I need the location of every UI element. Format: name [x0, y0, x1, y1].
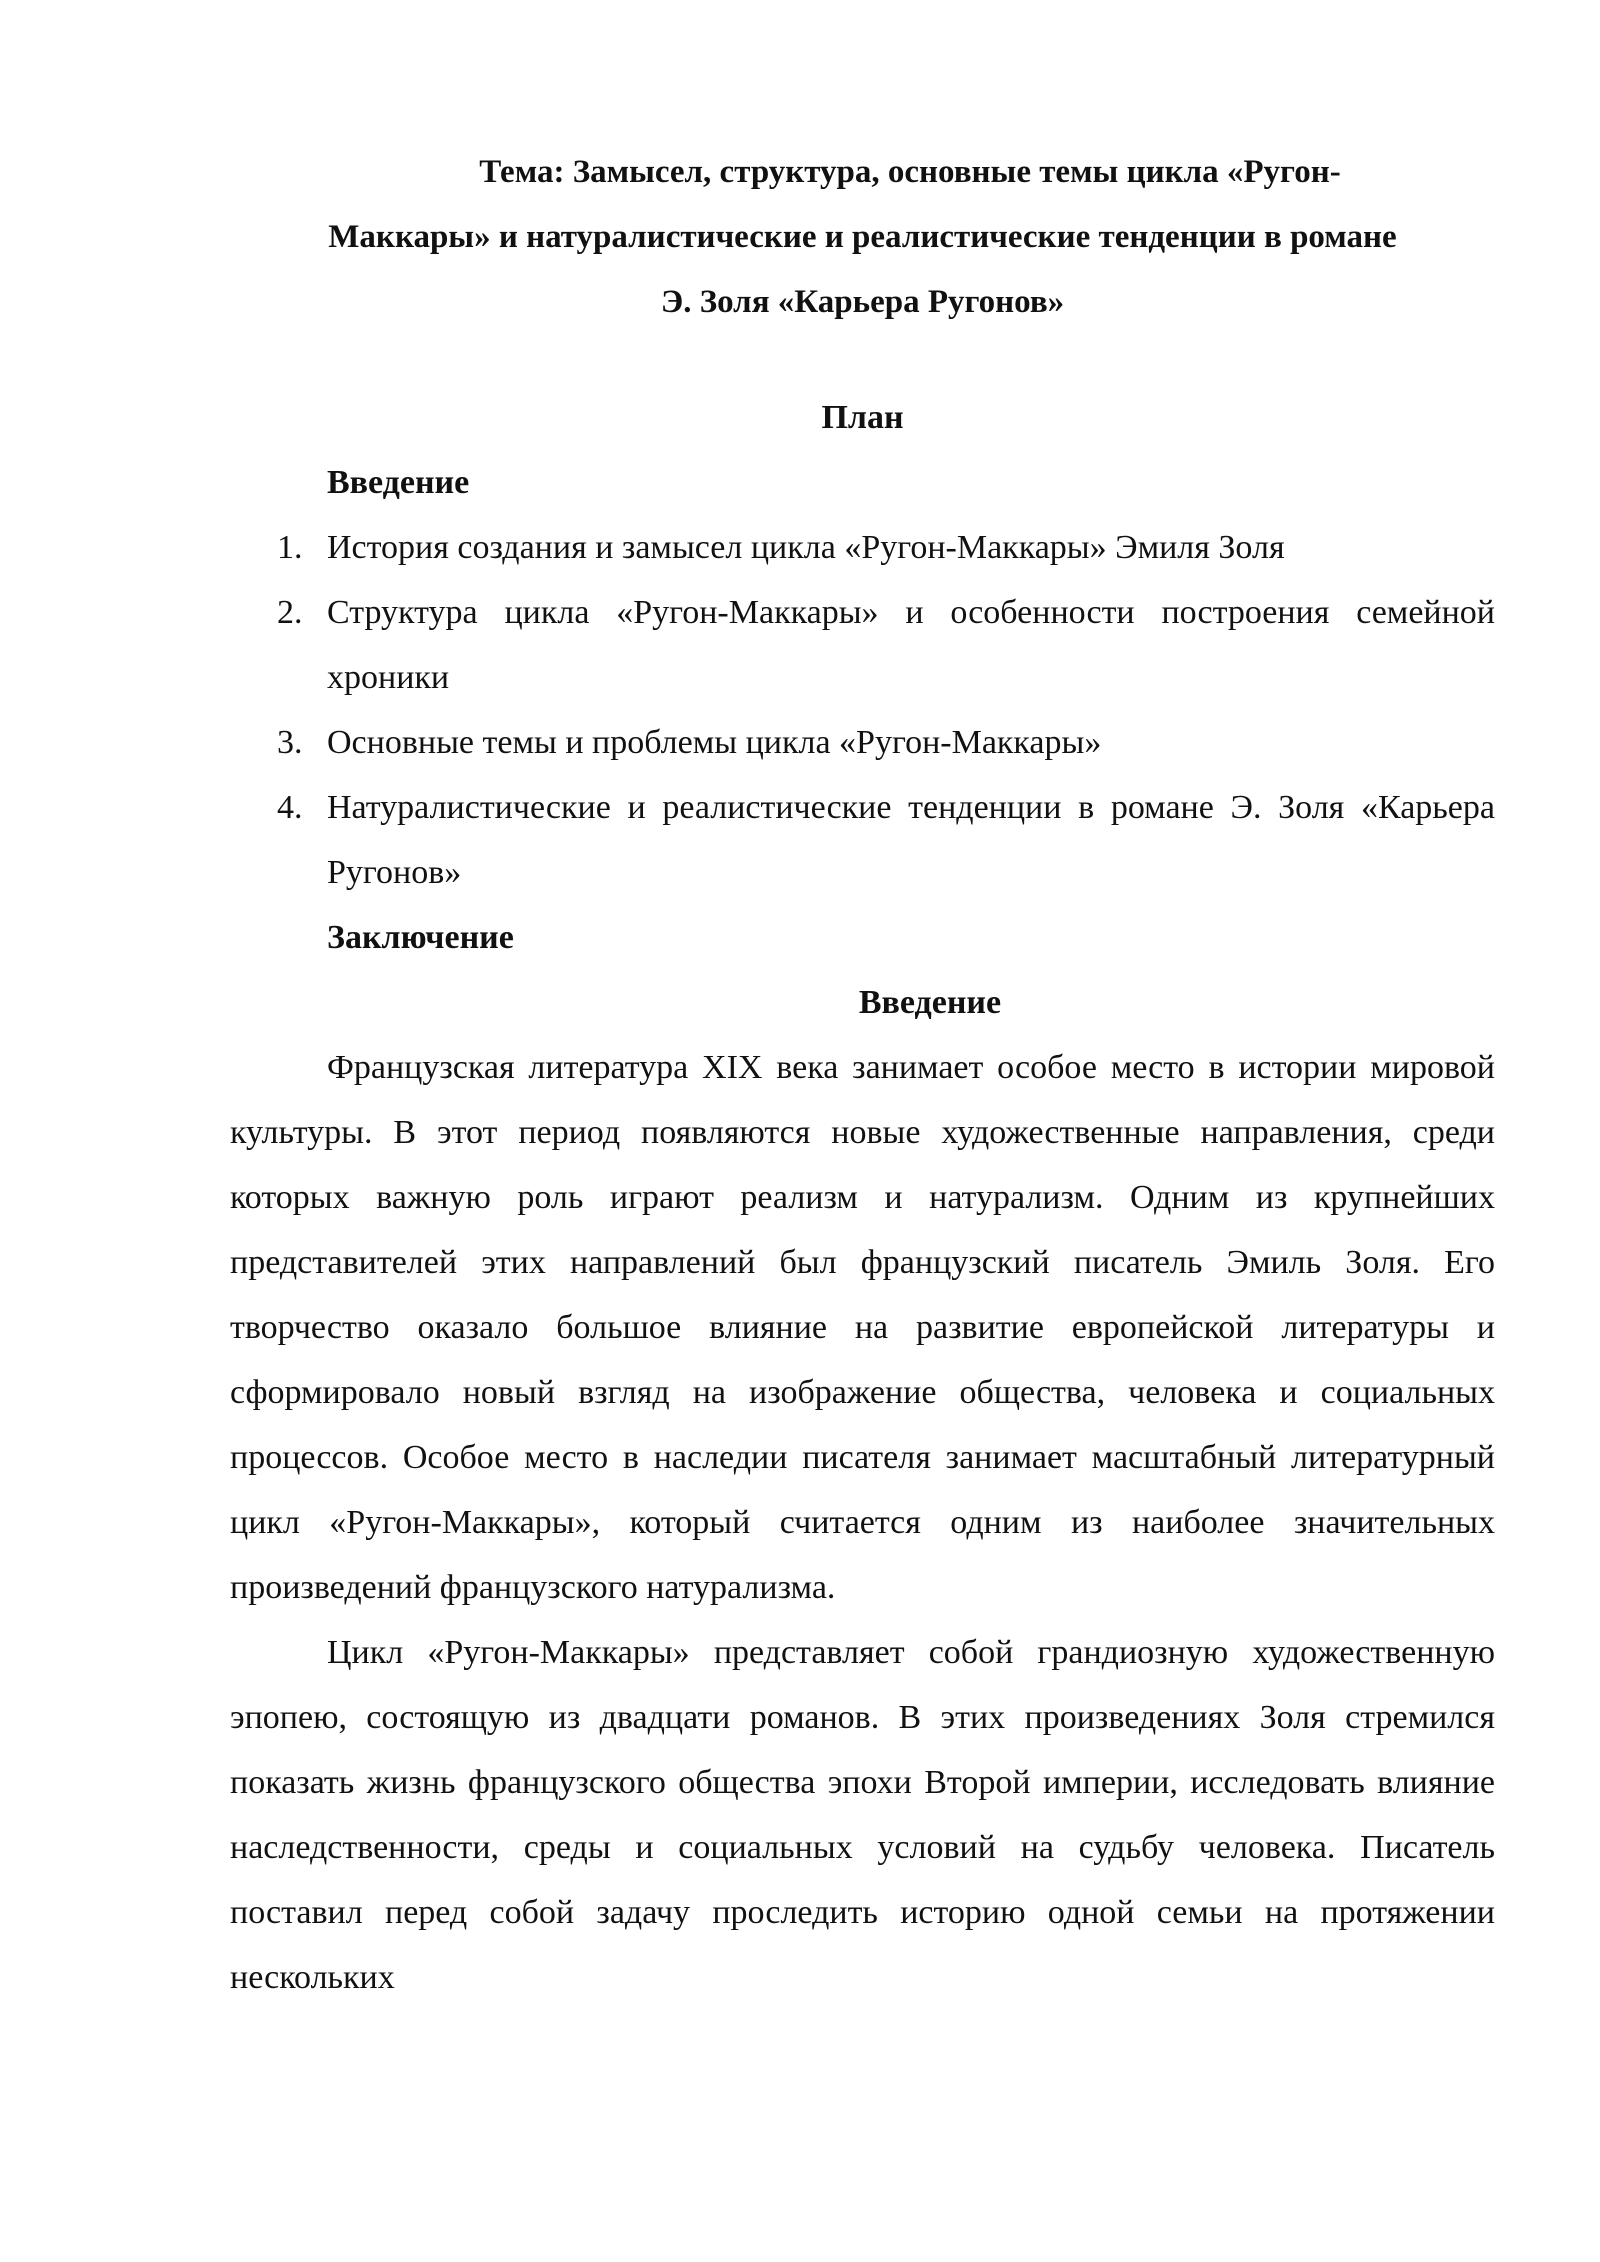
- plan-item-number: 1.: [277, 529, 303, 566]
- plan-item-text: История создания и замысел цикла «Ругон-Маккары» Эмиля Золя: [327, 529, 1285, 566]
- plan-conclusion-label: Заключение: [327, 919, 514, 956]
- introduction-heading: Введение: [858, 984, 1002, 1021]
- title-line-2: Маккары» и натуралистические и реалистические тенденции в романе: [328, 219, 1397, 255]
- plan-item-text: Натуралистические и реалистические тенденции в романе Э. Золя «Карьера Ругонов»: [327, 789, 1495, 891]
- plan-item-text: Структура цикла «Ругон-Маккары» и особенности построения семейной хроники: [327, 594, 1495, 696]
- plan-item: [277, 775, 1495, 905]
- plan-item-number: 4.: [277, 789, 303, 826]
- plan-list: [230, 515, 1495, 905]
- plan-item-number: 3.: [277, 724, 303, 761]
- body-paragraph: Цикл «Ругон-Маккары» представляет собой грандиозную художественную эпопею, состоящую из двадцати романов. В этих произведениях Золя стремился показать жизнь французского общества эпохи Второй империи, исследовать влияние наследственности, среды и социальных условий на судьбу человека. Писатель поставил перед собой задачу проследить историю одной семьи на протяжении нескольких: [230, 1634, 1495, 1996]
- document-title: [230, 140, 1495, 335]
- plan-item-number: 2.: [277, 594, 303, 631]
- plan-introduction-label: Введение: [327, 464, 470, 501]
- plan-item-text: Основные темы и проблемы цикла «Ругон-Маккары»: [327, 724, 1102, 761]
- document-page: [230, 140, 1495, 2010]
- body-paragraph: Французская литература XIX века занимает особое место в истории мировой культуры. В этот период появляются новые художественные направления, среди которых важную роль играют реализм и натурализм. Одним из крупнейших представителей этих направлений был французский писатель Эмиль Золя. Его творчество оказало большое влияние на развитие европейской литературы и сформировало новый взгляд на изображение общества, человека и социальных процессов. Особое место в наследии писателя занимает масштабный литературный цикл «Ругон-Маккары», который считается одним из наиболее значительных произведений французского натурализма.: [230, 1049, 1495, 1606]
- title-line-1: Тема: Замысел, структура, основные темы цикла «Ругон-: [479, 154, 1341, 190]
- plan-item: [277, 710, 1495, 775]
- plan-item: [277, 580, 1495, 710]
- title-line-3: Э. Золя «Карьера Ругонов»: [660, 284, 1065, 320]
- plan-heading: План: [821, 399, 904, 436]
- plan-item: [277, 515, 1495, 580]
